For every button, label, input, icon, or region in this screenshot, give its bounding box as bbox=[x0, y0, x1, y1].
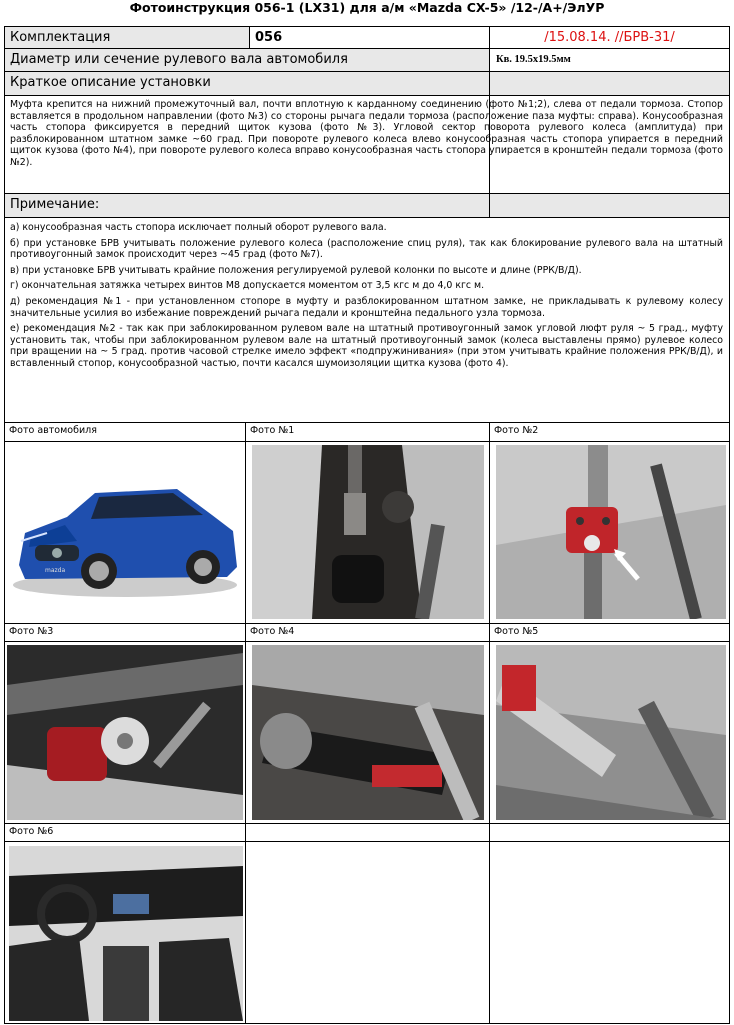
equipment-value: 056 bbox=[255, 30, 283, 45]
caption-photo-5: Фото №5 bbox=[494, 626, 539, 637]
description-label: Краткое описание установки bbox=[5, 72, 489, 95]
caption-photo-1: Фото №1 bbox=[250, 425, 295, 436]
caption-car: Фото автомобиля bbox=[9, 425, 97, 436]
notes-list bbox=[5, 218, 729, 422]
photo-6 bbox=[9, 846, 243, 1021]
caption-photo-4: Фото №4 bbox=[250, 626, 295, 637]
caption-photo-6: Фото №6 bbox=[9, 826, 54, 837]
car-badge-text: mazda bbox=[45, 567, 66, 574]
equipment-label: Комплектация bbox=[5, 27, 249, 48]
photo-4 bbox=[252, 645, 484, 820]
date-stamp: /15.08.14. //БРВ-31/ bbox=[544, 30, 675, 45]
description-spacer bbox=[490, 72, 729, 95]
instruction-sheet bbox=[4, 26, 730, 1024]
caption-photo-3: Фото №3 bbox=[9, 626, 54, 637]
car-photo bbox=[7, 445, 243, 619]
note-a: а) конусообразная часть стопора исключает полный оборот рулевого вала. bbox=[10, 222, 387, 233]
note-c: в) при установке БРВ учитывать крайние положения регулируемой рулевой колонки по высоте и длине (РРК/В/Д). bbox=[10, 264, 582, 276]
photo-5 bbox=[496, 645, 726, 820]
photo-1 bbox=[252, 445, 484, 619]
shaft-diameter-value: Кв. 19.5х19.5мм bbox=[496, 54, 571, 65]
shaft-diameter-label: Диаметр или сечение рулевого вала автомобиля bbox=[5, 49, 489, 71]
caption-photo-2: Фото №2 bbox=[494, 425, 539, 436]
note-e: д) рекомендация №1 - при установленном стопоре в муфту и разблокированном штатном замке, не прикладывать к рулевому колесу значительные усилия во избежание повреждений рычага педали и кронштейна педального узла тормоза. bbox=[10, 295, 723, 319]
description-text: Муфта крепится на нижний промежуточный вал, почти вплотную к карданному соединению (фото №1;2), слева от педали тормоза. Стопор вставляется в продольном направлении (фото №3) со стороны рычага педали тормоза (расположение паза муфты: справа). Конусообразная часть стопора фиксируется в передний щиток кузова (фото №3). Угловой сектор поворота рулевого колеса (амплитуда) при разблокированном штатном замке ~60 град. При повороте рулевого колеса влево конусообразная часть стопора упирается в передний щиток кузова (фото №4), при повороте рулевого колеса вправо конусообразная часть стопора упирается в кронштейн педали тормоза (фото №2). bbox=[10, 99, 723, 168]
note-d: г) окончательная затяжка четырех винтов М8 допускается моментом от 3,5 кгс м до 4,0 кгс м. bbox=[10, 280, 485, 292]
note-b: б) при установке БРВ учитывать положение рулевого колеса (расположение спиц руля), так как блокирование рулевого вала на штатный противоугонный замок происходит через ~45 град (фото №7). bbox=[10, 237, 723, 261]
photo-2 bbox=[496, 445, 726, 619]
page-title: Фотоинструкция 056-1 (LX31) для а/м «Mazda CX-5» /12-/А+/ЭлУР bbox=[129, 0, 605, 15]
notes-spacer bbox=[490, 194, 729, 217]
notes-label: Примечание: bbox=[5, 194, 489, 217]
photo-3 bbox=[7, 645, 243, 820]
note-f: е) рекомендация №2 - так как при заблокированном рулевом вале на штатный противоугонный замок угловой люфт руля ~ 5 град., муфту установить так, чтобы при заблокированном рулевом вале на штатный противоугонный замок (колеса выставлены прямо) рулевое колесо при вращении на ~ 5 град. против часовой стрелке имело эффект «подпружинивания» (при этом учитывать крайние положения РРК/В/Д), и вставленный стопор, конусообразной частью, почти касался шумоизоляции щитка кузова (фото 4). bbox=[10, 323, 723, 369]
